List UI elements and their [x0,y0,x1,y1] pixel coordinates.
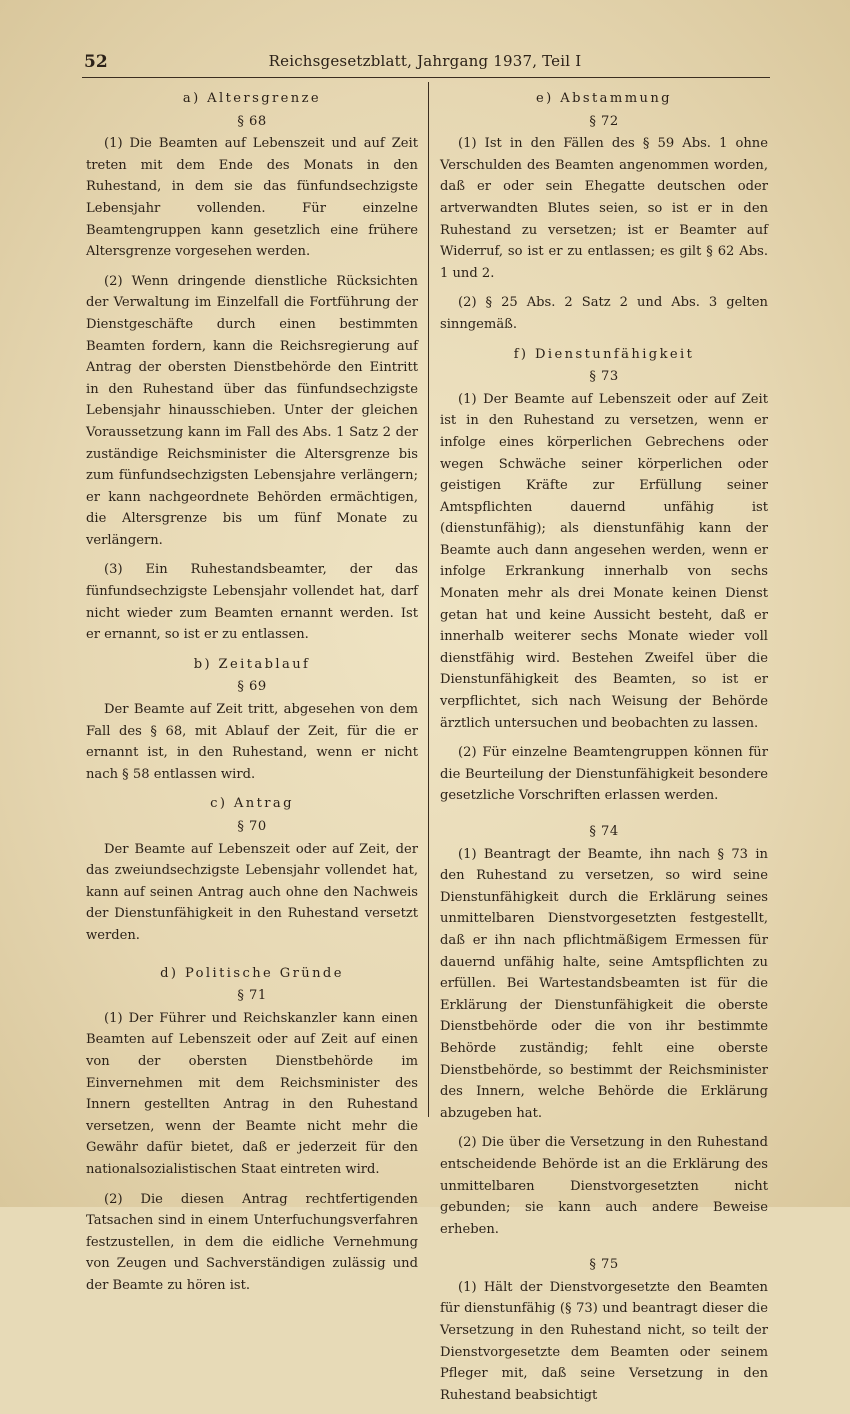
paragraph-text: (3) Ein Ruhestandsbeamter, der das fünfundsechzigste Lebensjahr vollendet hat, darf nicht wieder zum Beamten ernannt werden. Ist er ernannt, so ist er zu entlassen. [86,562,418,643]
paragraph-number: § 70 [237,819,267,834]
paragraph-number: § 74 [589,824,619,839]
paragraph-text: (1) Der Beamte auf Lebenszeit oder auf Zeit ist in den Ruhestand zu versetzen, wenn er infolge eines körperlichen Gebrechens oder wegen Schwäche seiner körperlichen oder geistigen Kräfte zur Erfüllung seiner Amtspflichten dauernd unfähig ist (dienstunfähig); als dienstunfähig kann der Beamte auch dann angesehen werden, wenn er infolge Erkrankung innerhalb von sechs Monaten mehr als drei Monate keinen Dienst getan hat und keine Aussicht besteht, daß er innerhalb weiterer sechs Monate wieder voll dienstfähig wird. Bestehen Zweifel über die Dienstunfähigkeit des Beamten, so ist er verpflichtet, sich nach Weisung der Behörde ärztlich untersuchen und beobachten zu lassen. [440,391,768,731]
section-heading: a) Altersgrenze [182,91,322,106]
paragraph-text: (1) Die Beamten auf Lebenszeit und auf Zeit treten mit dem Ende des Monats in den Ruhestand, in dem sie das fünfundsechzigste Lebensjahr vollenden. Für einzelne Beamtengruppen kann gesetzlich eine frühere Altersgrenze vorgesehen werden. [86,136,418,260]
paragraph-number: § 68 [237,113,267,129]
paragraph-text: (2) Für einzelne Beamtengruppen können für die Beurteilung der Dienstunfähigkeit besondere gesetzliche Vorschriften erlassen werden. [440,745,768,804]
section-heading: c) Antrag [210,796,294,812]
paragraph-number: § 69 [237,679,267,695]
running-title: Reichsgesetzblatt, Jahrgang 1937, Teil I [268,52,582,70]
section-heading: d) Politische Gründe [160,965,344,981]
paragraph-text: Der Beamte auf Zeit tritt, abgesehen von dem Fall des § 68, mit Ablauf der Zeit, für die er ernannt ist, in den Ruhestand, wenn er nicht nach § 58 entlassen wird. [86,702,418,782]
section-heading: f) Dienstunfähigkeit [513,346,695,362]
paragraph-number: § 72 [589,113,619,129]
paragraph-text: (1) Beantragt der Beamte, ihn nach § 73 in den Ruhestand zu versetzen, so wird seine Dienstunfähigkeit durch die Erklärung seines unmittelbaren Dienstvorgesetzten festgestellt, daß er ihn nach pflichtmäßigem Ermessen für dauernd unfähig halte, seine Amtspflichten zu erfüllen. Bei Wartestandsbeamten ist für die Erklärung der Dienstunfähigkeit die oberste Dienstbehörde oder die von ihr bestimmte Behörde zuständig; fehlt eine oberste Dienstbehörde, so bestimmt der Reichsminister des Innern, welche Behörde die Erklärung abzugeben hat. [440,846,768,1121]
page-number: 52 [84,52,108,72]
right-column [440,86,768,1414]
paragraph-number: § 73 [589,369,619,385]
header-rule [82,77,770,78]
paragraph-text: (2) § 25 Abs. 2 Satz 2 und Abs. 3 gelten sinngemäß. [440,295,768,332]
left-column [86,86,418,1304]
section-heading: b) Zeitablauf [193,656,311,672]
paragraph-text: (1) Ist in den Fällen des § 59 Abs. 1 ohne Verschulden des Beamten angenommen worden, daß er oder sein Ehegatte deutschen oder artverwandten Blutes seien, so ist er in den Ruhestand zu versetzen; ist er Beamter auf Widerruf, so ist er zu entlassen; es gilt § 62 Abs. 1 und 2. [440,136,768,281]
paragraph-text: (2) Die diesen Antrag rechtfertigenden Tatsachen sind in einem Unterfuchungsverfahren festzustellen, in dem die eidliche Vernehmung von Zeugen und Sachverständigen zulässig und der Beamte zu hören ist. [86,1191,418,1293]
paragraph-text: Der Beamte auf Lebenszeit oder auf Zeit, der das zweiundsechzigste Lebensjahr vollendet hat, kann auf seinen Antrag auch ohne den Nachweis der Dienstunfähigkeit in den Ruhestand versetzt werden. [86,841,418,943]
paragraph-text: (1) Hält der Dienstvorgesetzte den Beamten für dienstunfähig (§ 73) und beantragt dieser die Versetzung in den Ruhestand nicht, so teilt der Dienstvorgesetzte dem Beamten oder seinem Pfleger mit, daß seine Versetzung in den Ruhestand beabsichtigt [440,1279,768,1403]
paragraph-number: § 75 [589,1257,619,1273]
paragraph-text: (2) Die über die Versetzung in den Ruhestand entscheidende Behörde ist an die Erklärung des unmittelbaren Dienstvorgesetzten nicht gebunden; sie kann auch andere Beweise erheben. [440,1135,768,1237]
paragraph-text: (2) Wenn dringende dienstliche Rücksichten der Verwaltung im Einzelfall die Fortführung der Dienstgeschäfte durch einen bestimmten Beamten fordern, kann die Reichsregierung auf Antrag der obersten Dienstbehörde den Eintritt in den Ruhestand über das fünfundsechzigste Lebensjahr hinausschieben. Unter der gleichen Voraussetzung kann im Fall des Abs. 1 Satz 2 der zuständige Reichsminister die Altersgrenze bis zum fünfundsechzigsten Lebensjahre verlängern; er kann nachgeordnete Behörden ermächtigen, die Altersgrenze bis um fünf Monate zu verlängern. [86,273,418,548]
paragraph-text: (1) Der Führer und Reichskanzler kann einen Beamten auf Lebenszeit oder auf Zeit auf einen von der obersten Dienstbehörde im Einvernehmen mit dem Reichsminister des Innern gestellten Antrag in den Ruhestand versetzen, wenn der Beamte nicht mehr die Gewähr dafür bietet, daß er jederzeit für den nationalsozialistischen Staat eintreten wird. [86,1010,418,1177]
column-divider [428,82,429,1117]
section-heading: e) Abstammung [536,91,672,106]
paragraph-number: § 71 [237,988,267,1004]
